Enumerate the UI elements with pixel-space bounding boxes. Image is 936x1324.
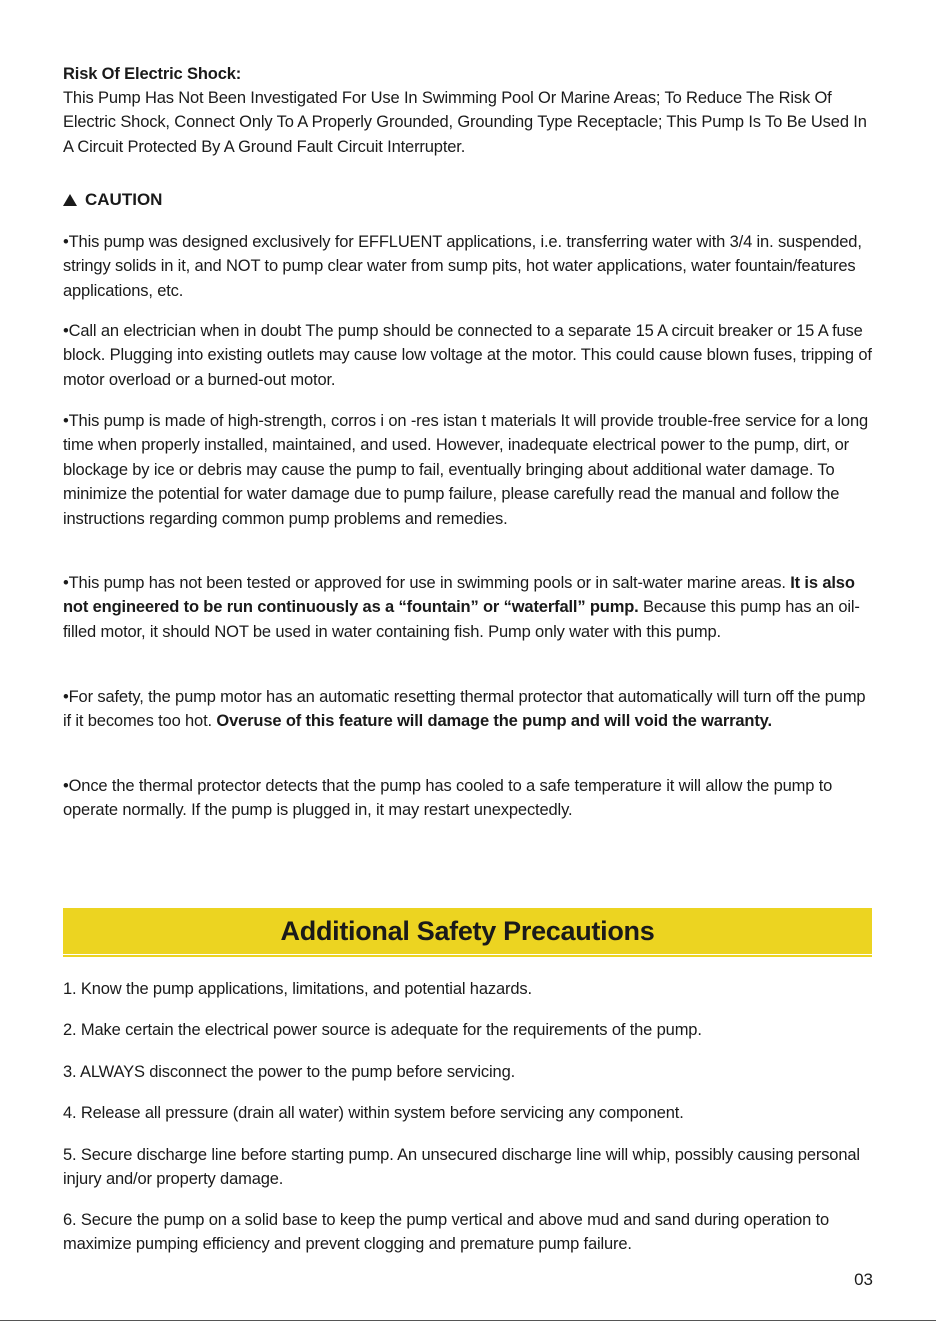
precaution-item-2: 2. Make certain the electrical power source is adequate for the requirements of the pump. (63, 1021, 702, 1039)
precautions-title: Additional Safety Precautions (280, 915, 655, 946)
bullet-5-emphasis: Overuse of this feature will damage the pump and will void the warranty. (216, 712, 772, 731)
bullet-5-text: •For safety, the pump motor has an automatic resetting thermal protector that automatically will turn off the pump if it becomes too hot. (63, 688, 866, 731)
caution-bullet-3: •This pump is made of high-strength, corros i on -res istan t materials It will provide trouble-free service for a long time when properly installed, maintained, and used. However, inadequate electrical power to the pump, dirt, or blockage by ice or debris may cause the pump to fail, eventually bringing about additional water damage. To minimize the potential for water damage due to pump failure, please carefully read the manual and follow the instructions regarding common pump problems and remedies. (63, 412, 869, 528)
bullet-4-text: •This pump has not been tested or approved for use in swimming pools or in salt-water marine areas. (63, 574, 791, 592)
precaution-item-6: 6. Secure the pump on a solid base to keep the pump vertical and above mud and sand during operation to maximize pumping efficiency and prevent clogging and premature pump failure. (63, 1211, 830, 1254)
precaution-item-4: 4. Release all pressure (drain all water) within system before servicing any component. (63, 1104, 684, 1122)
caution-bullet-5 (63, 685, 875, 734)
bullet-4-emphasis: It is also not engineered to be run continuously as a “fountain” or “waterfall” pump. (63, 574, 855, 617)
caution-bullet-1: •This pump was designed exclusively for EFFLUENT applications, i.e. transferring water with 3/4 in. suspended, stringy solids in it, and NOT to pump clear water from sump pits, hot water applications, water fountain/features applications, etc. (63, 233, 862, 300)
precaution-item-1: 1. Know the pump applications, limitations, and potential hazards. (63, 980, 532, 998)
precautions-banner (63, 908, 872, 954)
caution-label: CAUTION (85, 190, 163, 209)
page-number: 03 (854, 1270, 873, 1289)
shock-heading: Risk Of Electric Shock: (63, 65, 242, 83)
caution-bullet-2: •Call an electrician when in doubt The pump should be connected to a separate 15 A circuit breaker or 15 A fuse block. Plugging into existing outlets may cause low voltage at the motor. This could cause blown fuses, tripping of motor overload or a burned-out motor. (63, 322, 872, 389)
caution-bullet-6: •Once the thermal protector detects that the pump has cooled to a safe temperature it will allow the pump to operate normally. If the pump is plugged in, it may restart unexpectedly. (63, 777, 833, 820)
shock-text: This Pump Has Not Been Investigated For Use In Swimming Pool Or Marine Areas; To Reduce The Risk Of Electric Shock, Connect Only To A Properly Grounded, Grounding Type Receptacle; This Pump Is To Be Used In A Circuit Protected By A Ground Fault Circuit Interrupter. (63, 89, 867, 156)
precaution-item-3: 3. ALWAYS disconnect the power to the pump before servicing. (63, 1063, 516, 1081)
precaution-item-5: 5. Secure discharge line before starting pump. An unsecured discharge line will whip, possibly causing personal injury and/or property damage. (63, 1146, 860, 1189)
caution-heading (63, 188, 162, 212)
caution-bullet-4 (63, 571, 875, 644)
bullet-4-text-end: Because this pump has an oil-filled motor, it should NOT be used in water containing fish. Pump only water with this pump. (63, 598, 860, 641)
page-bottom-rule (0, 1320, 936, 1321)
banner-underline (63, 955, 872, 957)
warning-triangle-icon (63, 194, 77, 206)
